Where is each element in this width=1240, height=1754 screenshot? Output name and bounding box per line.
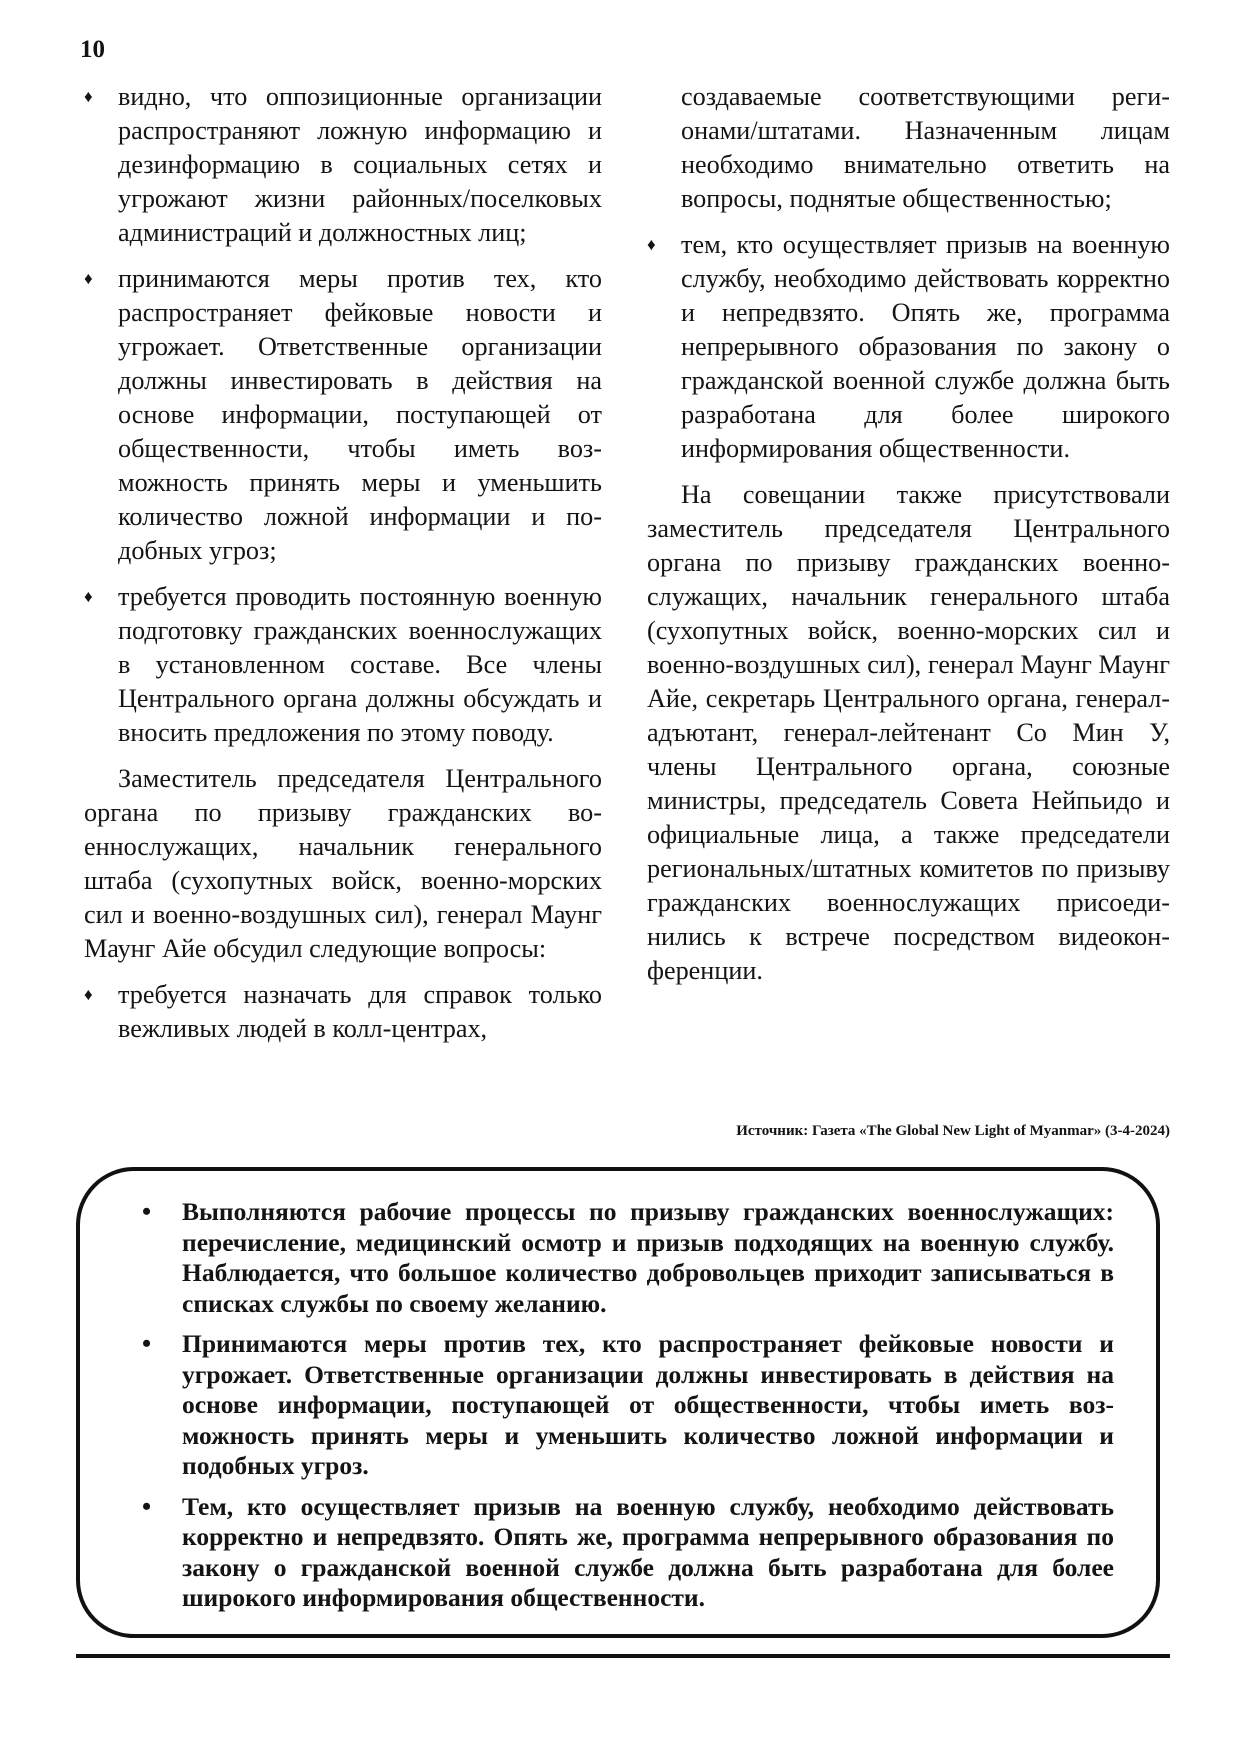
bullet-text: видно, что оппозиционные организации распространяют ложную информацию и дезинформацию в социальных сетях и угрожают жизни районных/поселковых администраций и должностных лиц;: [118, 82, 602, 247]
round-bullet-icon: •: [142, 1329, 152, 1358]
summary-text: Принимаются меры против тех, кто распространяет фейковые новости и угрожает. Ответственные организации должны инвестировать в действия на основе информации, поступающей от общественности, чтобы иметь возможность принять меры и уменьшить количество ложной информации и подобных угроз.: [182, 1329, 1114, 1480]
summary-box: [76, 1167, 1160, 1638]
left-column: [84, 80, 602, 1058]
list-item: [647, 228, 1170, 466]
list-item: [84, 580, 602, 750]
diamond-bullet-icon: ♦: [84, 985, 93, 1004]
round-bullet-icon: •: [142, 1197, 152, 1226]
source-citation: Источник: Газета «The Global New Light of Myanmar» (3-4-2024): [736, 1123, 1170, 1139]
list-item: [84, 978, 602, 1046]
bullet-text: принимаются меры против тех, кто распространяет фейковые новости и угрожает. Ответственные организации должны инвестировать в действия на основе информации, поступающей от общественности, чтобы иметь возможность принять меры и уменьшить количество ложной информации и подобных угроз;: [118, 264, 602, 565]
summary-item: [142, 1329, 1114, 1482]
bullet-text: тем, кто осуществляет призыв на военную службу, необходимо действовать корректно и непредвзято. Опять же, программа непрерывного образования по закону о гражданской военной службе должна быть разработана для более широкого информирования общественности.: [681, 230, 1170, 463]
diamond-bullet-icon: ♦: [84, 269, 93, 288]
round-bullet-icon: •: [142, 1491, 152, 1521]
summary-item: [142, 1492, 1114, 1614]
bottom-rule: [76, 1654, 1170, 1658]
summary-list: [142, 1197, 1114, 1624]
list-item: [84, 262, 602, 568]
diamond-bullet-icon: ♦: [84, 87, 93, 106]
body-paragraph: Заместитель председателя Центрального органа по призыву гражданских военнослужащих, начальник генерального штаба (сухопутных войск, военно-морских сил и военно-воздушных сил), генерал Маунг Маунг Айе обсудил следующие вопросы:: [84, 764, 602, 963]
page-number: 10: [80, 36, 105, 63]
summary-text: Выполняются рабочие процессы по призыву гражданских военнослужащих: перечисление, медицинский осмотр и призыв подходящих на военную службу. Наблюдается, что большое количество добровольцев приходит записываться в списках службы по своему желанию.: [182, 1197, 1114, 1318]
diamond-bullet-icon: ♦: [84, 587, 93, 606]
diamond-bullet-icon: ♦: [647, 235, 656, 254]
summary-text: Тем, кто осуществляет призыв на военную службу, необходимо действовать корректно и непредвзято. Опять же, программа непрерывного образования по закону о гражданской военной службе должна быть разработана для более широкого информирования общественности.: [182, 1491, 1114, 1612]
right-column: [647, 80, 1170, 1000]
list-item: [84, 80, 602, 250]
bullet-continuation: создаваемые соответствующими регионами/штатами. Назначенным лицам необходимо внимательно ответить на вопросы, поднятые общественностью;: [681, 82, 1170, 213]
bullet-text: требуется проводить постоянную военную подготовку гражданских военнослужащих в установленном составе. Все члены Центрального органа должны обсуждать и вносить предложения по этому поводу.: [118, 582, 602, 747]
summary-item: [142, 1197, 1114, 1319]
body-paragraph: На совещании также присутствовали заместитель председателя Центрального органа по призыву гражданских военнослужащих, начальник генерального штаба (сухопутных войск, военно-морских сил и военно-воздушных сил), генерал Маунг Маунг Айе, секретарь Центрального органа, генерал-адъютант, генерал-лейтенант Со Мин У, члены Центрального органа, союзные министры, председатель Совета Нейпьидо и официальные лица, а также председатели региональных/штатных комитетов по призыву гражданских военнослужащих присоединились к встрече посредством видеоконференции.: [647, 480, 1170, 985]
bullet-text: требуется назначать для справок только вежливых людей в колл-центрах,: [118, 980, 602, 1043]
